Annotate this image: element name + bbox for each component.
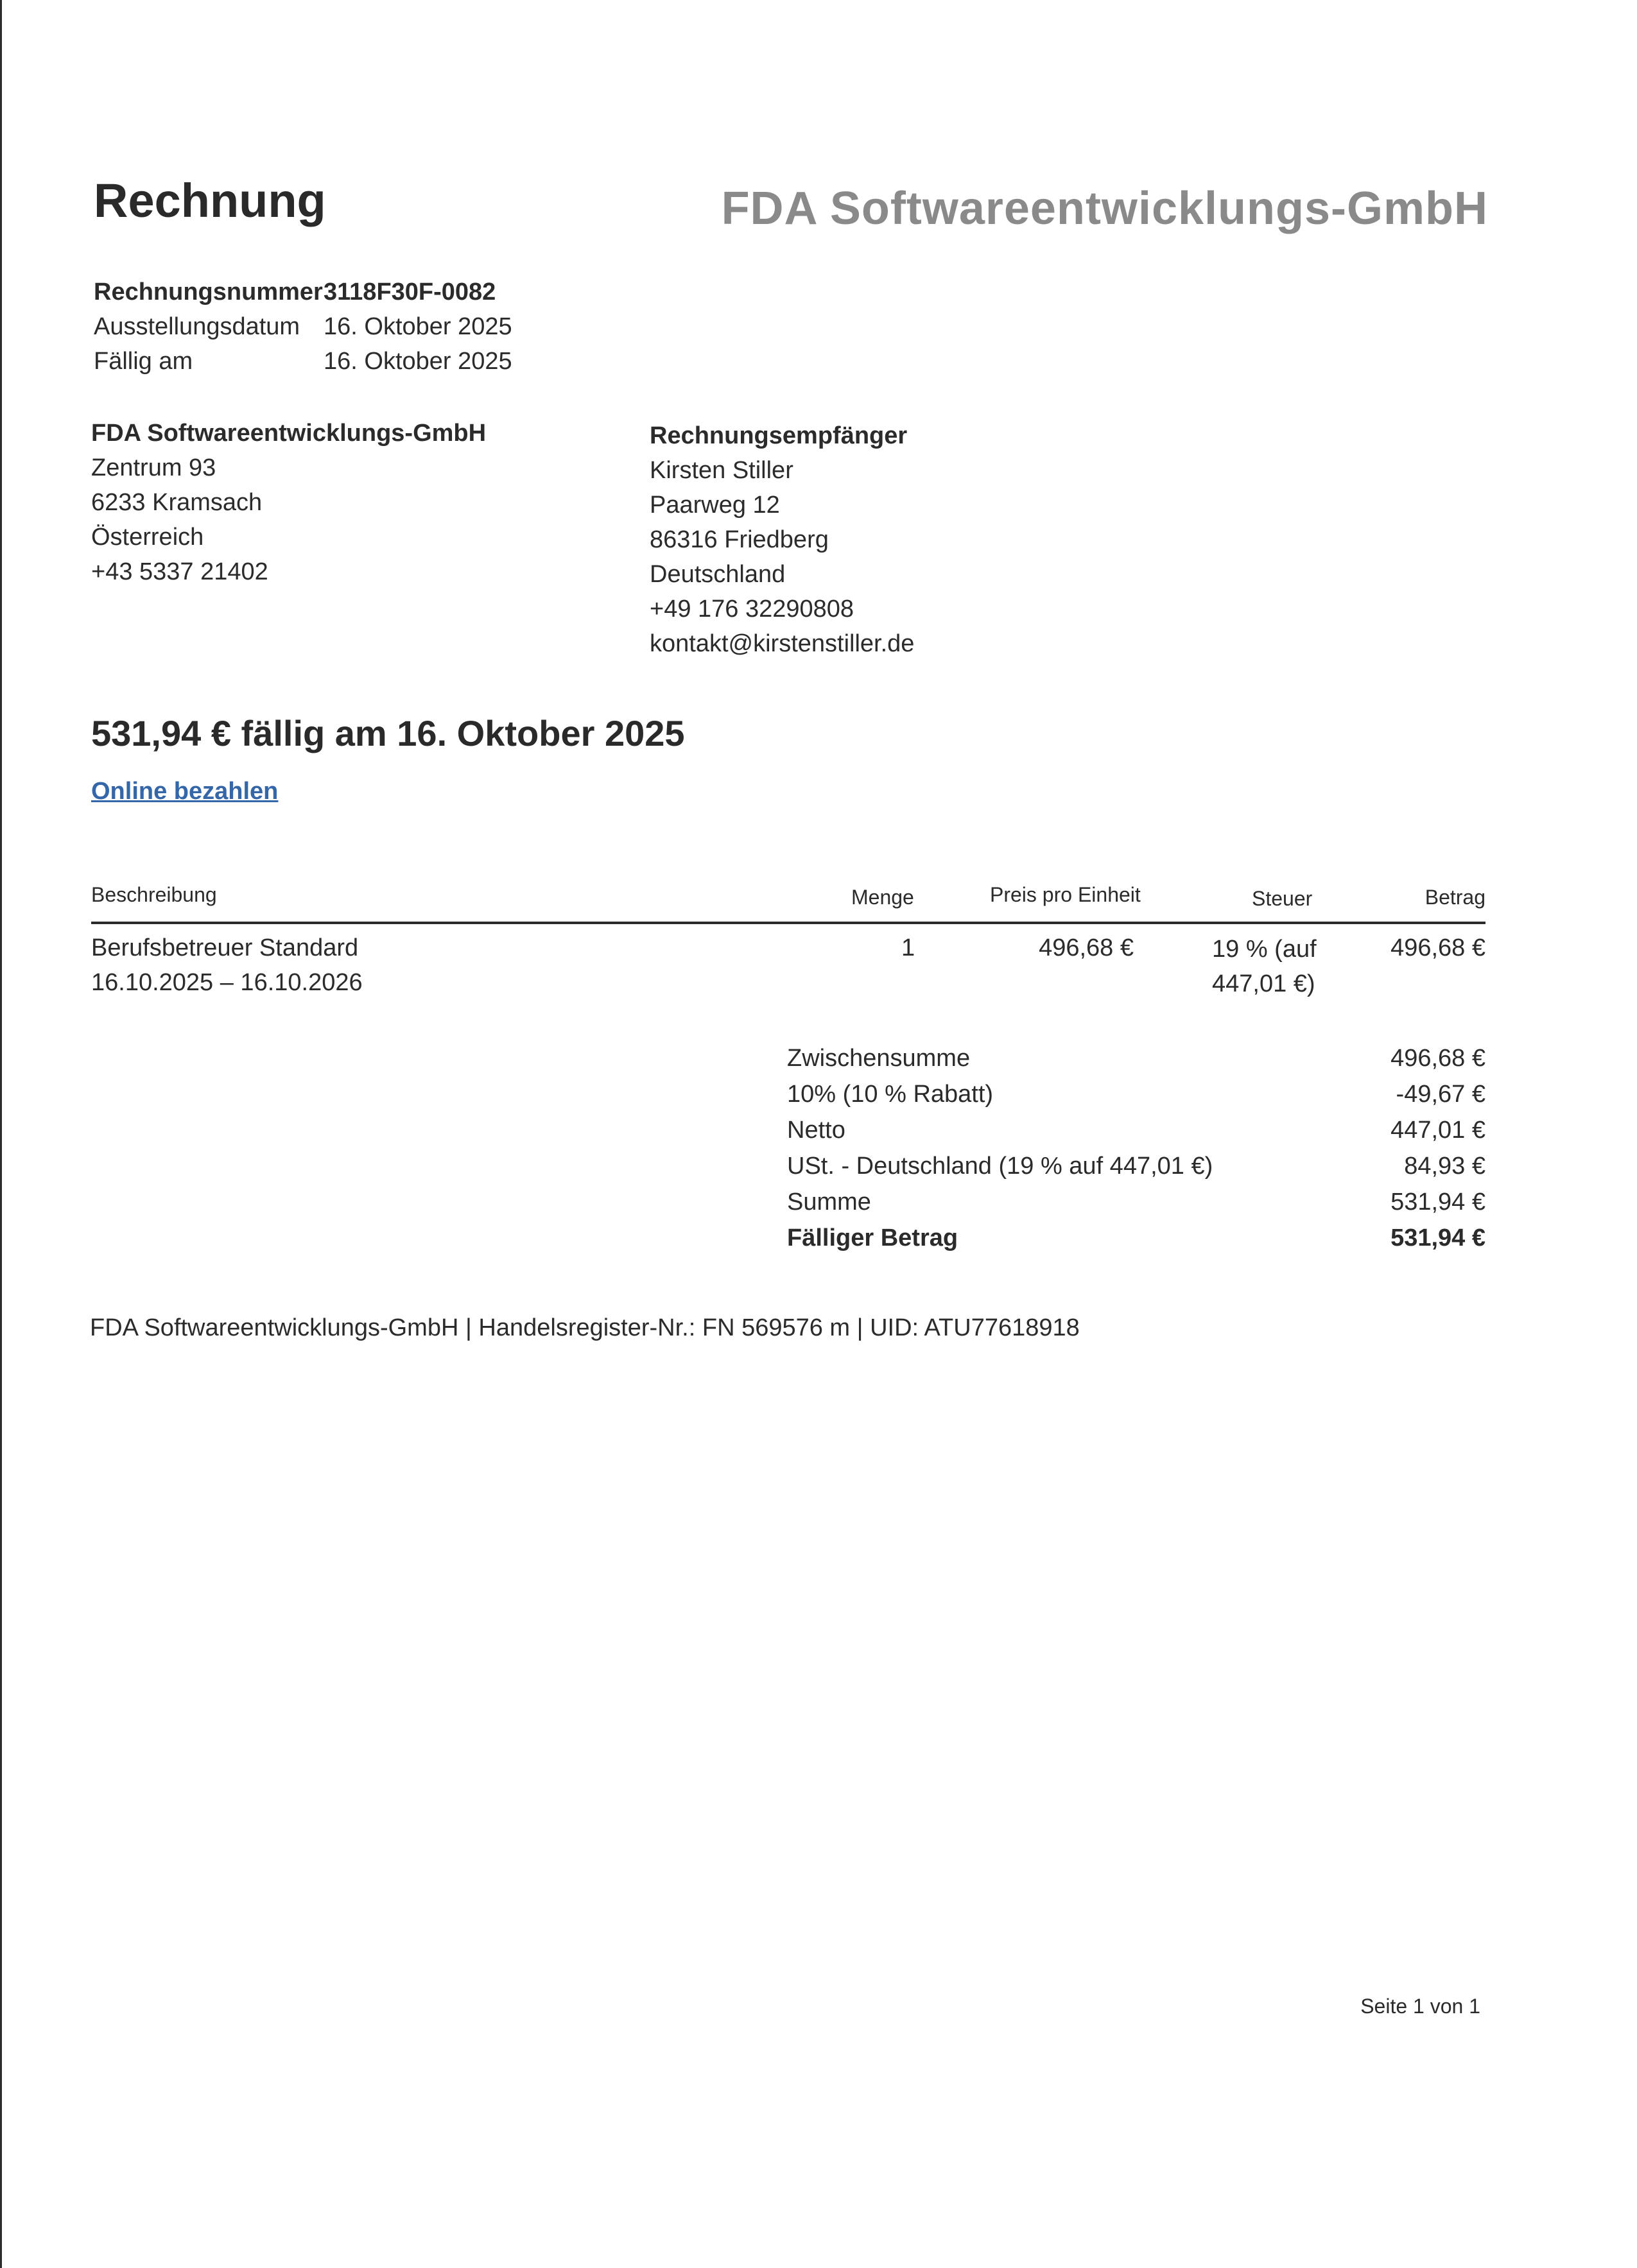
scan-edge: [0, 0, 2, 2268]
recipient-phone: +49 176 32290808: [650, 596, 854, 623]
recipient-address: [650, 418, 914, 661]
sum-label: Summe: [787, 1189, 871, 1216]
issue-date-label: Ausstellungsdatum: [94, 313, 300, 340]
recipient-city: 86316 Friedberg: [650, 526, 829, 553]
due-date-label: Fällig am: [94, 348, 193, 375]
recipient-street: Paarweg 12: [650, 492, 780, 519]
recipient-country: Deutschland: [650, 561, 786, 588]
recipient-name: Kirsten Stiller: [650, 457, 793, 484]
sender-country: Österreich: [91, 524, 204, 551]
due-date: 16. Oktober 2025: [324, 348, 512, 375]
sender-phone: +43 5337 21402: [91, 558, 268, 585]
sender-address: [91, 416, 486, 589]
table-row: [91, 931, 363, 1000]
vat-value: 84,93 €: [1404, 1153, 1485, 1180]
net-label: Netto: [787, 1117, 845, 1144]
col-header-description: Beschreibung: [91, 883, 217, 906]
pay-online-link[interactable]: Online bezahlen: [91, 778, 279, 805]
recipient-email: kontakt@kirstenstiller.de: [650, 630, 915, 657]
invoice-number-label: Rechnungsnummer: [94, 279, 323, 305]
table-header-rule: [91, 922, 1485, 924]
subtotal-label: Zwischensumme: [787, 1045, 971, 1072]
vat-label: USt. - Deutschland (19 % auf 447,01 €): [787, 1153, 1213, 1180]
item-tax-line2: 447,01 €): [1212, 970, 1315, 997]
amount-due-value: 531,94 €: [1390, 1224, 1485, 1251]
item-quantity: 1: [901, 934, 915, 961]
discount-value: -49,67 €: [1396, 1081, 1485, 1108]
sender-name: FDA Softwareentwicklungs-GmbH: [91, 420, 487, 447]
company-name-header: FDA Softwareentwicklungs-GmbH: [721, 183, 1488, 234]
item-amount: 496,68 €: [1390, 934, 1485, 961]
net-value: 447,01 €: [1390, 1117, 1485, 1144]
col-header-tax: Steuer: [1252, 887, 1313, 910]
col-header-amount: Betrag: [1425, 886, 1485, 909]
recipient-heading: Rechnungsempfänger: [650, 422, 908, 449]
item-period: 16.10.2025 – 16.10.2026: [91, 969, 363, 996]
sum-value: 531,94 €: [1390, 1189, 1485, 1216]
footer-company-info: FDA Softwareentwicklungs-GmbH | Handelsregister-Nr.: FN 569576 m | UID: ATU77618918: [90, 1314, 1080, 1341]
col-header-quantity: Menge: [851, 886, 914, 909]
item-tax-line1: 19 % (auf: [1212, 936, 1317, 963]
page-number: Seite 1 von 1: [1360, 1995, 1480, 2018]
item-tax: [1212, 932, 1317, 1001]
sender-street: Zentrum 93: [91, 454, 216, 481]
discount-label: 10% (10 % Rabatt): [787, 1081, 994, 1108]
col-header-unit-price: Preis pro Einheit: [990, 883, 1141, 906]
item-description: Berufsbetreuer Standard: [91, 934, 359, 961]
issue-date: 16. Oktober 2025: [324, 313, 512, 340]
subtotal-value: 496,68 €: [1390, 1045, 1485, 1072]
amount-due-label: Fälliger Betrag: [787, 1224, 958, 1251]
invoice-number: 3118F30F-0082: [324, 279, 496, 305]
document-title: Rechnung: [94, 174, 326, 227]
due-summary: 531,94 € fällig am 16. Oktober 2025: [91, 713, 685, 753]
item-unit-price: 496,68 €: [1039, 934, 1134, 961]
sender-city: 6233 Kramsach: [91, 489, 263, 516]
